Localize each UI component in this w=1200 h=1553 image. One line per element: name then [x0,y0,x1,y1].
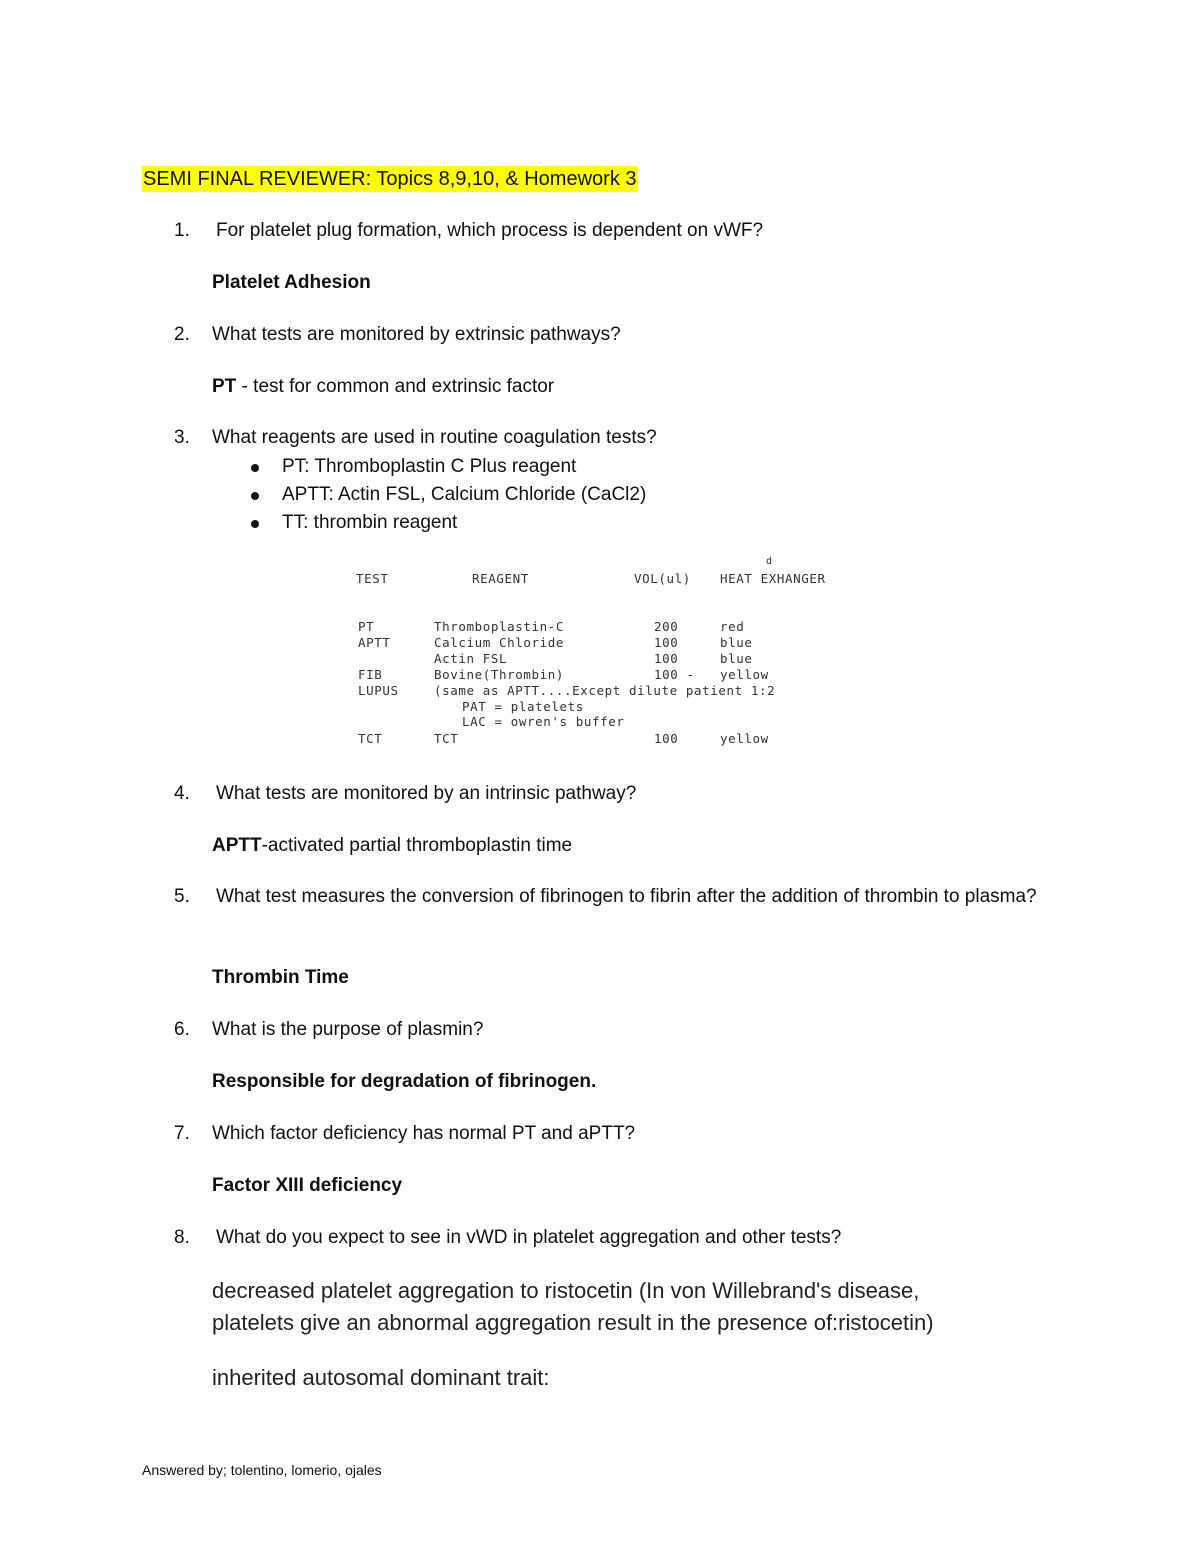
table-cell-reagent: Actin FSL [434,651,508,666]
table-cell-reagent: PAT = platelets [462,699,584,714]
table-header-heat-exchanger: HEAT EXHANGER [720,571,826,586]
table-header-test: TEST [356,571,389,586]
bullet-icon [251,520,259,528]
reagent-bullet-list [246,453,646,537]
table-header-reagent: REAGENT [472,571,529,586]
table-cell-volume: 100 - [654,667,695,682]
table-header-correction: d [766,556,773,567]
table-cell-volume: 200 [654,619,679,634]
question-text: What tests are monitored by extrinsic pathways? [212,324,621,345]
table-cell-test: FIB [358,667,383,682]
answer-bold-term: PT [212,376,237,397]
answer-5: Thrombin Time [212,967,349,988]
table-cell-exchanger: yellow [720,731,769,746]
answer-8-line-2: platelets give an abnormal aggregation result in the presence of:ristocetin) [212,1310,934,1335]
table-cell-test: LUPUS [358,683,399,698]
page-title: SEMI FINAL REVIEWER: Topics 8,9,10, & Homework 3 [143,168,637,190]
answer-rest: -activated partial thromboplastin time [261,835,573,856]
answer-bold-term: APTT [212,835,262,856]
question-number: 3. [174,427,190,448]
question-text: What tests are monitored by an intrinsic pathway? [216,783,637,804]
question-number: 6. [174,1019,190,1040]
question-number: 8. [174,1227,190,1248]
table-cell-test: PT [358,619,375,634]
table-cell-volume: 100 [654,731,679,746]
answer-6: Responsible for degradation of fibrinogen. [212,1071,597,1092]
question-number: 5. [174,886,190,907]
list-item [246,509,646,537]
table-cell-exchanger: red [720,619,745,634]
table-cell-reagent: TCT [434,731,459,746]
list-item-text: PT: Thromboplastin C Plus reagent [282,456,577,477]
list-item-text: TT: thrombin reagent [282,512,458,533]
question-number: 2. [174,324,190,345]
footer-credits: Answered by; tolentino, lomerio, ojales [142,1462,382,1478]
table-cell-exchanger: blue [720,651,753,666]
table-cell-test: APTT [358,635,391,650]
list-item [246,481,646,509]
table-cell-reagent: Calcium Chloride [434,635,565,650]
table-cell-reagent: Bovine(Thrombin) [434,667,565,682]
table-cell-volume: 100 [654,651,679,666]
question-number: 4. [174,783,190,804]
answer-8-line-1: decreased platelet aggregation to ristocetin (In von Willebrand's disease, [212,1278,920,1303]
question-text: Which factor deficiency has normal PT and aPTT? [212,1123,636,1144]
table-cell-test: TCT [358,731,383,746]
answer-rest: - test for common and extrinsic factor [236,376,555,397]
question-text: What test measures the conversion of fibrinogen to fibrin after the addition of thrombin to plasma? [216,886,1037,907]
table-cell-reagent: LAC = owren's buffer [462,714,625,729]
question-text: What do you expect to see in vWD in platelet aggregation and other tests? [216,1227,842,1248]
question-text: What reagents are used in routine coagulation tests? [212,427,657,448]
bullet-icon [251,492,259,500]
question-number: 1. [174,220,190,241]
question-text: What is the purpose of plasmin? [212,1019,484,1040]
table-cell-volume: 100 [654,635,679,650]
bullet-icon [251,464,259,472]
question-text: For platelet plug formation, which process is dependent on vWF? [216,220,764,241]
table-cell-exchanger: blue [720,635,753,650]
question-number: 7. [174,1123,190,1144]
table-cell-exchanger: yellow [720,667,769,682]
answer-1: Platelet Adhesion [212,272,371,293]
table-header-volume: VOL(ul) [634,571,691,586]
answer-2 [212,372,554,402]
list-item [246,453,646,481]
table-cell-reagent: Thromboplastin-C [434,619,565,634]
answer-4 [212,831,572,861]
list-item-text: APTT: Actin FSL, Calcium Chloride (CaCl2) [282,484,647,505]
table-cell-reagent: (same as APTT....Except dilute patient 1:2 [434,683,776,698]
answer-7: Factor XIII deficiency [212,1175,403,1196]
answer-8-extra: inherited autosomal dominant trait: [212,1365,550,1390]
